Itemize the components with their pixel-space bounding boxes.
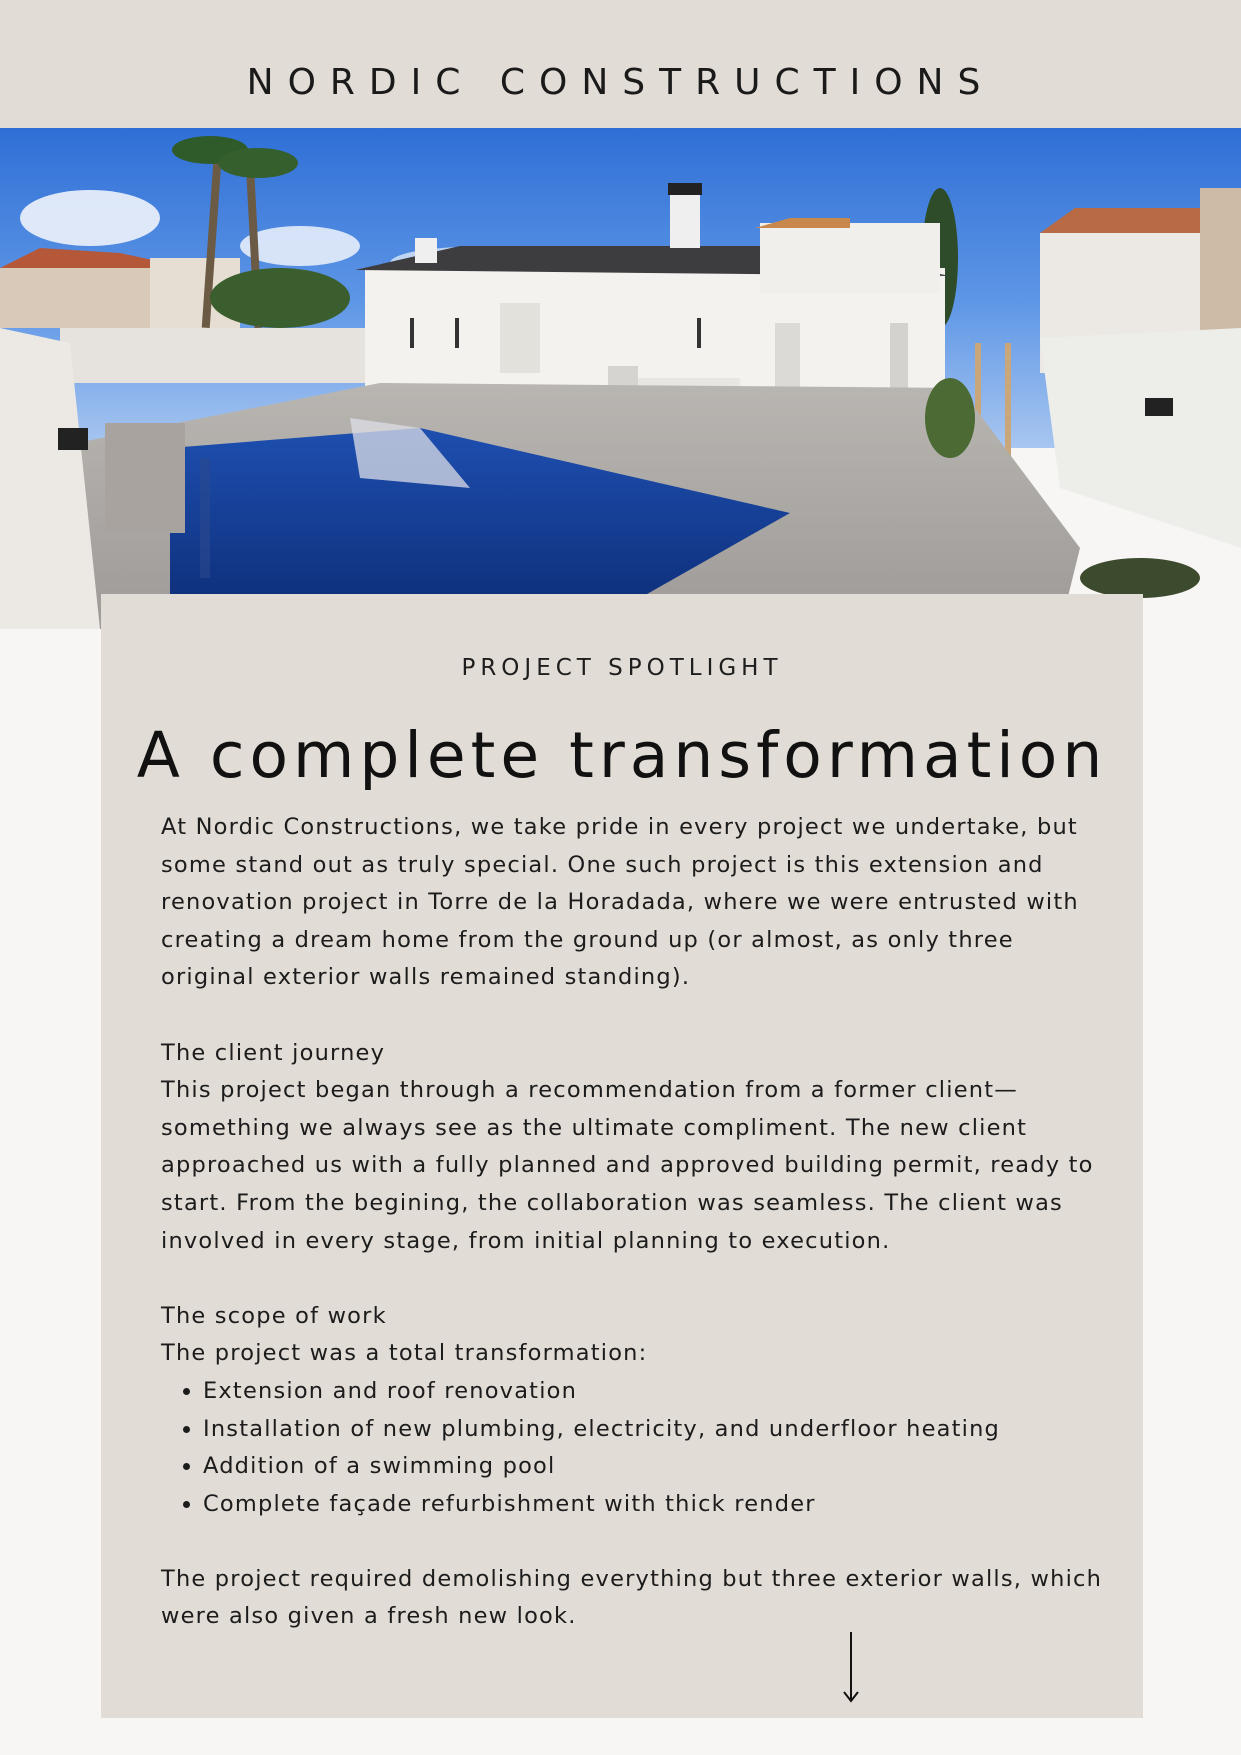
scope-list (161, 1373, 1111, 1523)
arrow-down-icon (841, 1630, 861, 1704)
hero-photo (0, 128, 1241, 629)
section-kicker: PROJECT SPOTLIGHT (461, 655, 783, 681)
scope-list-item: • Extension and roof renovation (203, 1373, 1111, 1411)
paragraph-spacer (161, 997, 1111, 1035)
client-journey-heading: The client journey (161, 1039, 386, 1066)
scope-list-item: • Complete façade refurbishment with thick render (203, 1486, 1111, 1524)
scope-heading: The scope of work (161, 1302, 387, 1329)
villa-pool-photo (0, 128, 1241, 629)
paragraph-spacer (161, 1260, 1111, 1298)
intro-paragraph: At Nordic Constructions, we take pride in every project we undertake, but some stand out as truly special. One such project is this extension and renovation project in Torre de la Horadada, where we were entrusted with creating a dream home from the ground up (or almost, as only three original exterior walls remained standing). (161, 814, 1079, 991)
page-header (0, 0, 1241, 128)
article-body (161, 809, 1111, 1636)
paragraph-spacer (161, 1523, 1111, 1561)
scope-list-item: • Installation of new plumbing, electricity, and underfloor heating (203, 1411, 1111, 1449)
scope-lead: The project was a total transformation: (161, 1340, 648, 1367)
article-panel (101, 594, 1143, 1718)
article-title: A complete transformation (136, 719, 1108, 792)
closing-paragraph: The project required demolishing everything but three exterior walls, which were also given a fresh new look. (161, 1565, 1103, 1630)
scope-list-item: • Addition of a swimming pool (203, 1448, 1111, 1486)
brand-title: NORDIC CONSTRUCTIONS (246, 62, 995, 103)
client-journey-paragraph: This project began through a recommendation from a former client—something we always see as the ultimate compliment. The new client approached us with a fully planned and approved building permit, ready to start. From the begining, the collaboration was seamless. The client was involved in every stage, from initial planning to execution. (161, 1077, 1094, 1254)
